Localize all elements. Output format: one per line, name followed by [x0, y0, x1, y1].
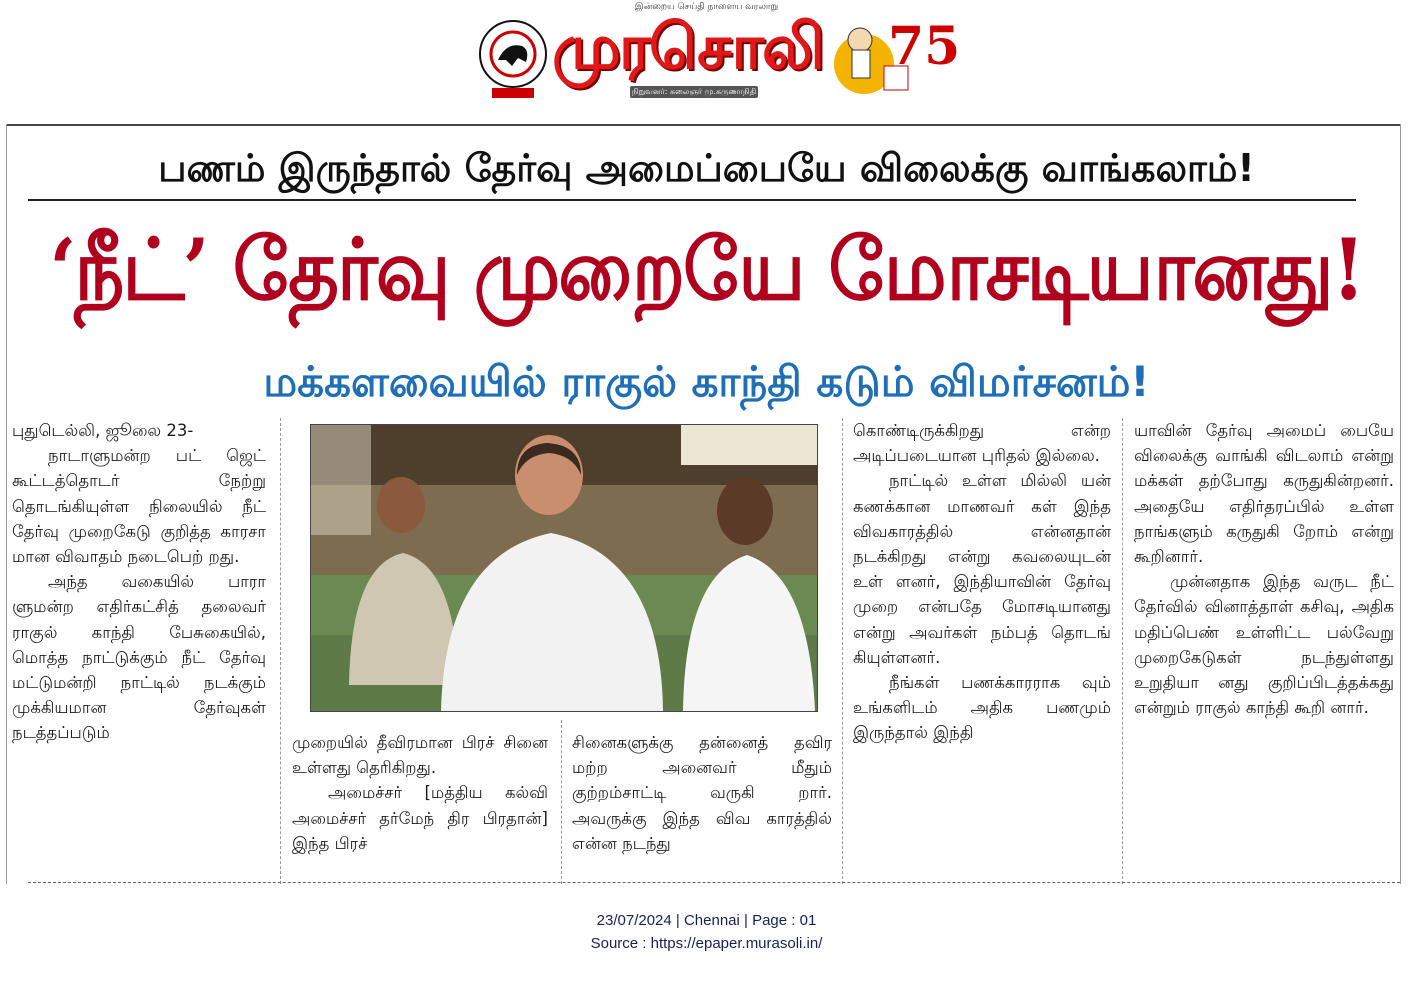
main-headline: ‘நீட்’ தேர்வு முறையே மோசடியானது!: [49, 221, 1364, 320]
masthead: [0, 0, 1413, 112]
edition-info: 23/07/2024 | Chennai | Page : 01: [596, 912, 817, 929]
paragraph: முன்னதாக இந்த வருட நீட் தேர்வில் வினாத்தாள் கசிவு, அதிக மதிப்பெண் உள்ளிட்ட பல்வேறு முறைகேடுகள் நடந்துள்ளது உறுதியா னது குறிப்பிடத்தக்கது என்றும் ராகுல் காந்தி கூறி னார்.: [1134, 572, 1394, 718]
paragraph: நாடாளுமன்ற பட் ஜெட் கூட்டத்தொடர் நேற்று தொடங்கியுள்ள நிலையில் நீட் தேர்வு முறைகேடு குறித்த காரசா மான விவாதம் நடைபெற் றது.: [12, 446, 266, 567]
column-divider: [280, 418, 281, 884]
dateline: புதுடெல்லி, ஜூலை 23-: [12, 421, 194, 440]
column-divider: [561, 720, 562, 884]
paragraph: அந்த வகையில் பாரா ளுமன்ற எதிர்கட்சித் தலைவர் ராகுல் காந்தி பேசுகையில், மொத்த நாட்டுக்கும் நீட் தேர்வு மட்டுமன்றி நாட்டில் நடக்கும் முக்கியமான தேர்வுகள் நடத்தப்படும்: [12, 572, 266, 743]
column-divider: [1122, 418, 1123, 884]
anniversary-badge-icon: [830, 6, 961, 98]
party-emblem-icon: [478, 18, 548, 100]
paragraph: சினைகளுக்கு தன்னைத் தவிர மற்ற அனைவர் மீதும் குற்றம்சாட்டி வருகி றார். அவருக்கு இந்த விவ காரத்தில் என்ன நடந்து: [572, 733, 832, 853]
article-photo: [310, 424, 818, 712]
article-column-2: [292, 730, 548, 856]
anniversary-number: 75: [888, 16, 961, 77]
bottom-rule: [28, 882, 1400, 883]
subheadline: மக்களவையில் ராகுல் காந்தி கடும் விமர்சனம்!: [263, 357, 1150, 406]
article-column-3: [572, 730, 832, 856]
masthead-tagline: இன்றைய செய்தி நாளைய வரலாறு: [634, 2, 779, 12]
source-link[interactable]: Source : https://epaper.murasoli.in/: [590, 935, 823, 952]
column-divider: [842, 418, 843, 884]
paragraph: நாட்டில் உள்ள மில்லி யன் கணக்கான மாணவர் கள் இந்த விவகாரத்தில் என்னதான் நடக்கிறது என்று கவலையுடன் உள் ளனர், இந்தியாவின் தேர்வு முறை என்பதே மோசடியானது என்று அவர்கள் நம்பத் தொடங் கியுள்ளனர்.: [853, 471, 1111, 667]
article-column-1: [12, 418, 266, 746]
founder-line: நிறுவனர்: கலைஞர் மு.கருணாநிதி: [631, 87, 757, 96]
paragraph: அமைச்சர் [மத்திய கல்வி அமைச்சர் தர்மேந் திர பிரதான்] இந்த பிரச்: [292, 783, 548, 853]
article-column-5: [1134, 418, 1394, 720]
footer: [0, 909, 1413, 955]
paragraph: நீங்கள் பணக்காரராக வும் உங்களிடம் அதிக பணமும் இருந்தால் இந்தி: [853, 673, 1111, 743]
kicker-headline: பணம் இருந்தால் தேர்வு அமைப்பையே விலைக்கு வாங்கலாம்!: [158, 146, 1255, 190]
newspaper-logo: முரசொலி: [552, 10, 823, 83]
parliament-photo-image: [311, 425, 817, 711]
article-column-4: [853, 418, 1111, 746]
paragraph: முறையில் தீவிரமான பிரச் சினை உள்ளது தெரிகிறது.: [292, 733, 548, 778]
top-rule: [6, 124, 1400, 126]
paragraph: கொண்டிருக்கிறது என்ற அடிப்படையான புரிதல் இல்லை.: [853, 421, 1111, 466]
paragraph: யாவின் தேர்வு அமைப் பையே விலைக்கு வாங்கி விடலாம் என்று மக்கள் தற்போது கருதுகின்றனர். அதையே எதிர்தரப்பில் உள்ள நாங்களும் கருதுகி றோம் என்று கூறினார்.: [1134, 421, 1394, 567]
